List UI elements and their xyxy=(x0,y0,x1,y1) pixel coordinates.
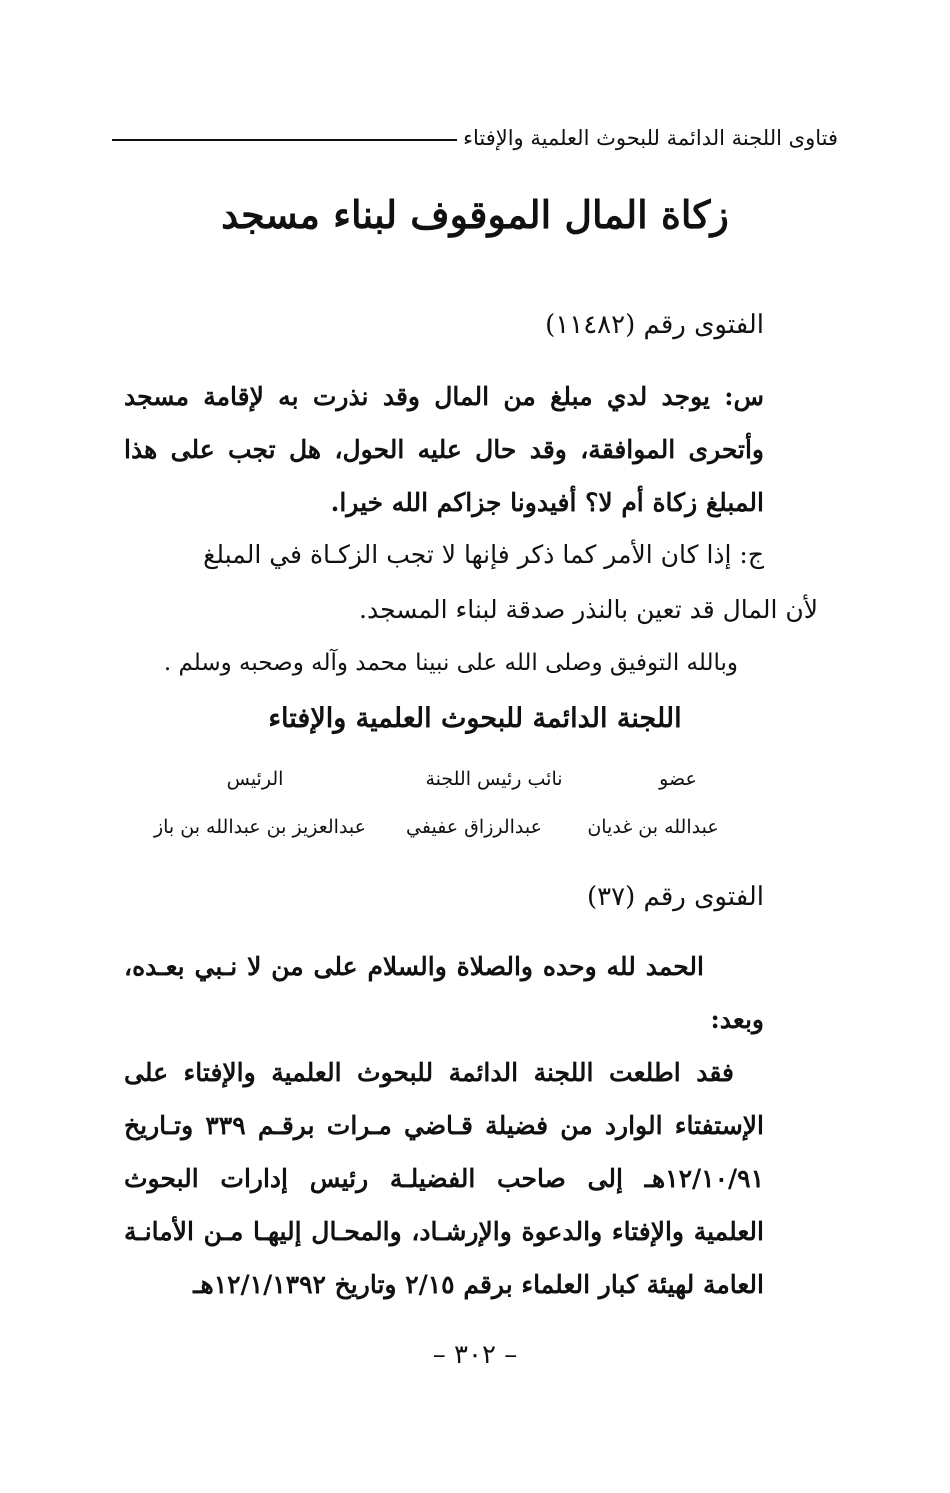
closing-formula: وبالله التوفيق وصلى الله على نبينا محمد وآله وصحبه وسلم . xyxy=(163,650,738,676)
running-header xyxy=(112,118,838,158)
committee-name: اللجنة الدائمة للبحوث العلمية والإفتاء xyxy=(268,703,682,734)
header-rule xyxy=(112,139,457,141)
role-vice-chairman: نائب رئيس اللجنة xyxy=(425,768,563,790)
member-name: عبدالله بن غديان xyxy=(587,816,719,838)
answer-line: لأن المال قد تعين بالنذر صدقة لبناء المسجد. xyxy=(359,595,818,624)
member-name: عبدالعزيز بن عبدالله بن باز xyxy=(153,816,367,838)
fatwa-opening: الحمد لله وحده والصلاة والسلام على من لا نـبي بعـده، وبعد: xyxy=(124,952,764,1034)
signature-roles xyxy=(140,768,738,790)
running-title: فتاوى اللجنة الدائمة للبحوث العلمية والإفتاء xyxy=(463,126,838,150)
fatwa-body: فقد اطلعت اللجنة الدائمة للبحوث العلمية والإفتاء على الإستفتاء الوارد من فضيلة قـاضي مـرات برقـم ٣٣٩ وتـاريخ ١٢/١٠/٩١هـ إلى صاحب الفضيلـة رئيس إدارات البحوث العلمية والإفتاء والدعوة والإرشـاد، والمحـال إليهـا مـن الأمانـة العامة لهيئة كبار العلماء برقم ٢/١٥ وتاريخ ١٢/١/١٣٩٢هـ xyxy=(124,1058,764,1299)
fatwa-answer xyxy=(124,527,818,637)
fatwa-number: الفتوى رقم (٣٧) xyxy=(587,882,764,912)
fatwa-number: الفتوى رقم (١١٤٨٢) xyxy=(545,310,764,340)
role-chairman: الرئيس xyxy=(226,768,284,790)
answer-line: ج: إذا كان الأمر كما ذكر فإنها لا تجب الزكـاة في المبلغ xyxy=(203,540,764,569)
page-number: – ٣٠٢ – xyxy=(432,1340,518,1370)
member-name: عبدالرزاق عفيفي xyxy=(406,816,542,838)
role-member: عضو xyxy=(659,768,697,790)
page-title: زكاة المال الموقوف لبناء مسجد xyxy=(221,192,729,237)
signature-names xyxy=(140,816,738,838)
fatwa-question: س: يوجد لدي مبلغ من المال وقد نذرت به لإقامة مسجد وأتحرى الموافقة، وقد حال عليه الحول، هل تجب على هذا المبلغ زكاة أم لا؟ أفيدونا جزاكم الله خيرا. xyxy=(124,382,764,517)
